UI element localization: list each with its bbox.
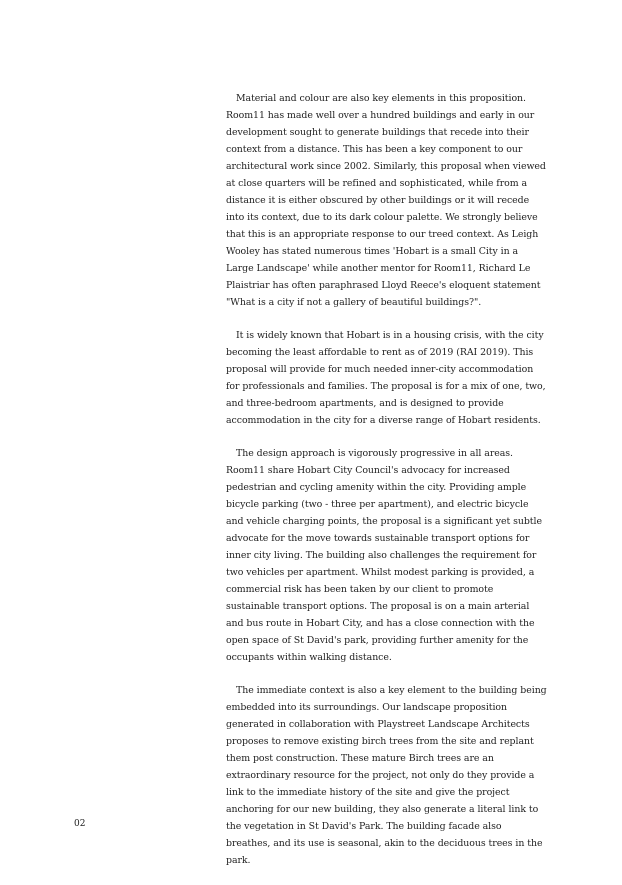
paragraph-immediate-context: The immediate context is also a key element to the building being embedded into its surroundings. Our landscape proposition generated in collaboration with Playstreet Landscape Architects proposes to remove existing birch trees from the site and replant them post construction. These mature Birch trees are an extraordinary resource for the project, not only do they provide a link to the immediate history of the site and give the project anchoring for our new building, they also generate a literal link to the vegetation in St David's Park. The building facade also breathes, and its use is seasonal, akin to the deciduous trees in the park.: [226, 685, 547, 866]
paragraph-housing-crisis: It is widely known that Hobart is in a housing crisis, with the city becoming the least affordable to rent as of 2019 (RAI 2019). This proposal will provide for much needed inner-city accommodation for professionals and families. The proposal is for a mix of one, two, and three-bedroom apartments, and is designed to provide accommodation in the city for a diverse range of Hobart residents.: [226, 330, 546, 426]
paragraph-design-approach: The design approach is vigorously progressive in all areas. Room11 share Hobart City Council's advocacy for increased pedestrian and cycling amenity within the city. Providing ample bicycle parking (two - three per apartment), and electric bicycle and vehicle charging points, the proposal is a significant yet subtle advocate for the move towards sustainable transport options for inner city living. The building also challenges the requirement for two vehicles per apartment. Whilst modest parking is provided, a commercial risk has been taken by our client to promote sustainable transport options. The proposal is on a main arterial and bus route in Hobart City, and has a close connection with the open space of St David's park, providing further amenity for the occupants within walking distance.: [226, 448, 542, 663]
paragraph-material-colour: Material and colour are also key elements in this proposition. Room11 has made well over a hundred buildings and early in our development sought to generate buildings that recede into their context from a distance. This has been a key component to our architectural work since 2002. Similarly, this proposal when viewed at close quarters will be refined and sophisticated, while from a distance it is either obscured by other buildings or it will recede into its context, due to its dark colour palette. We strongly believe that this is an appropriate response to our treed context. As Leigh Wooley has stated numerous times 'Hobart is a small City in a Large Landscape' while another mentor for Room11, Richard Le Plaistriar has often paraphrased Lloyd Reece's eloquent statement "What is a city if not a gallery of beautiful buildings?".: [226, 93, 546, 308]
page-number: 02: [74, 819, 86, 829]
body-text: [226, 90, 548, 885]
